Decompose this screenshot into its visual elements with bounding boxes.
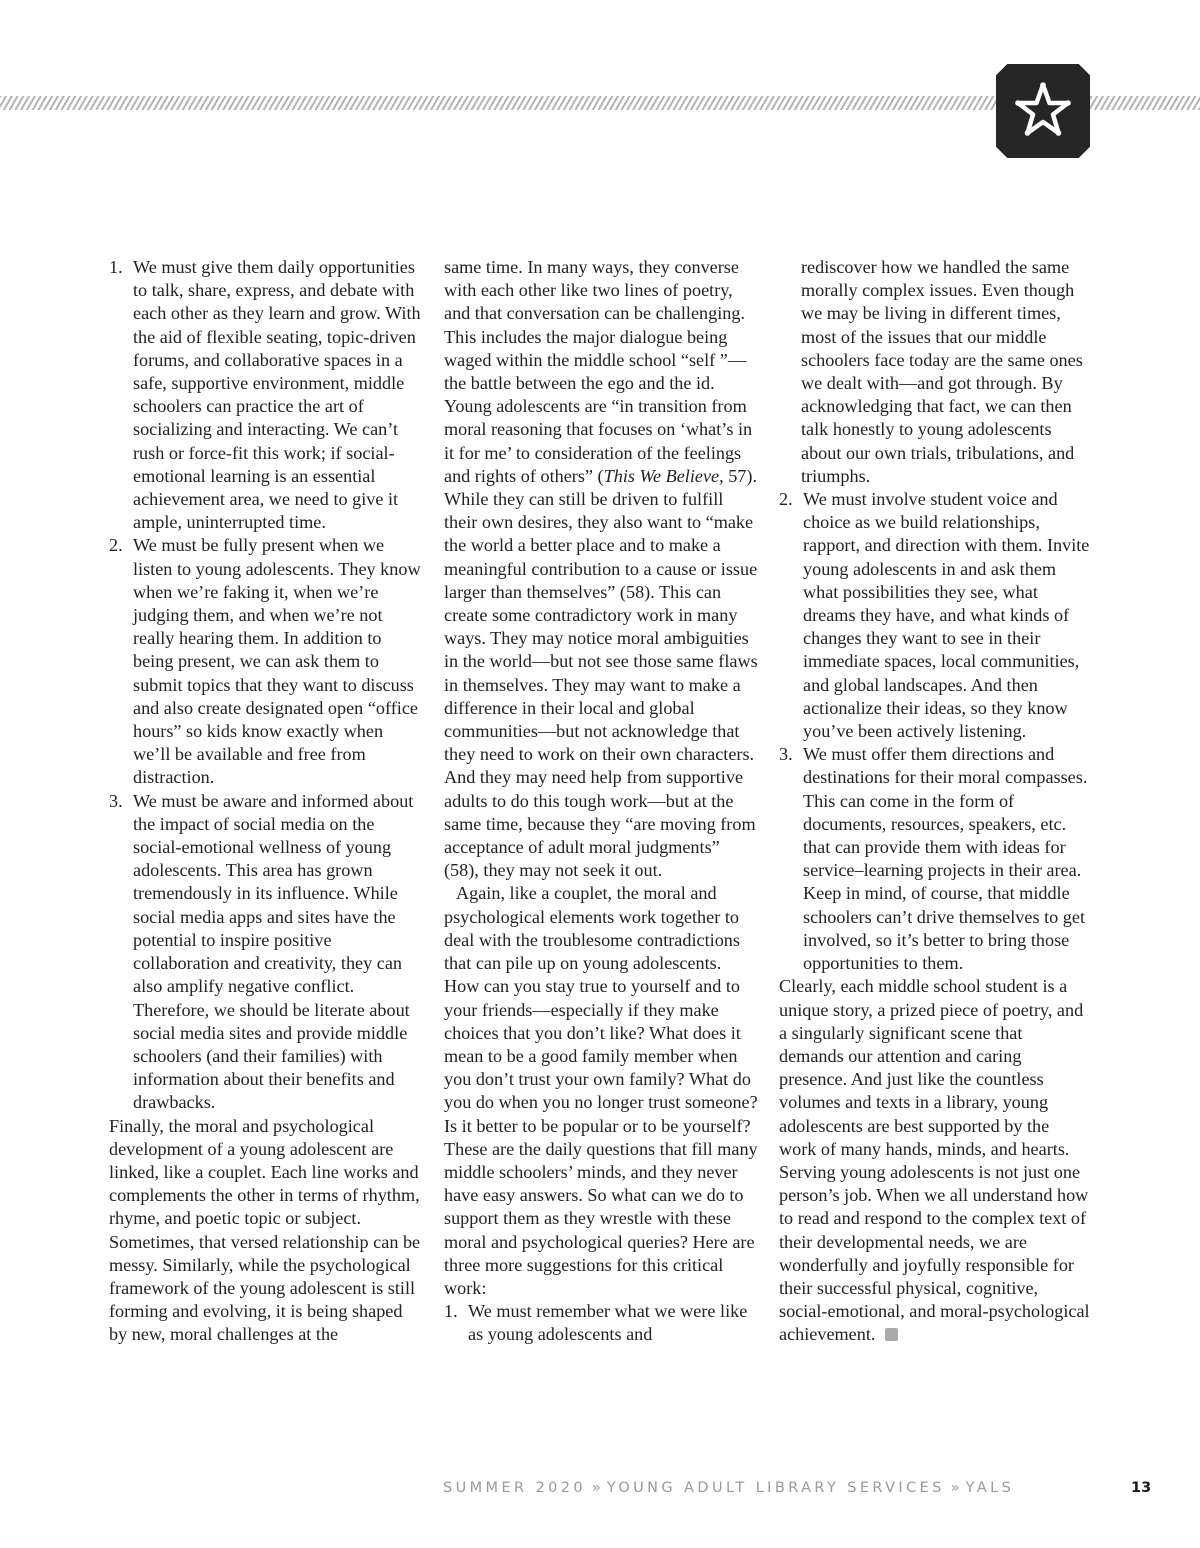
paragraph: same time. In many ways, they converse with each other like two lines of poetry, and that conversation can be challenging. This includes the major dialogue being waged within the middle school “self ”—the battle between the ego and the id. Young adolescents are “in transition from moral reasoning that focuses on ‘what’s in it for me’ to consideration of the feelings and rights of others” (This We Believe, 57). While they can still be driven to fulfill their own desires, they also want to “make the world a better place and to make a meaningful contribution to a cause or issue larger than themselves” (58). This can create some contradictory work in many ways. They may notice moral ambiguities in the world—but not see those same flaws in themselves. They may want to make a difference in their local and global communities—but not acknowledge that they need to work on their own characters. And they may need help from supportive adults to do this tough work—but at the same time, because they “are moving from acceptance of adult moral judgments” (58), they may not seek it out.: [444, 257, 758, 881]
running-footer: [443, 1480, 1014, 1496]
list-item: 3. We must offer them directions and destinations for their moral compasses. This can come in the form of documents, resources, speakers, etc. that can provide them with ideas for service–learning projects in their area. Keep in mind, of course, that middle schoolers can’t drive themselves to get involved, so it’s better to bring those opportunities to them.: [779, 744, 1088, 974]
star-badge: [996, 64, 1090, 158]
citation-title: This We Believe: [603, 465, 720, 486]
list-item-text: We must be aware and informed about the impact of social media on the social-emotional wellness of young adolescents. This area has grown tremendously in its influence. While social media apps and sites have the potential to inspire positive collaboration and creativity, they can also amplify negative conflict. Therefore, we should be literate about social media sites and provide middle schoolers (and their families) with information about their benefits and drawbacks.: [133, 790, 414, 1113]
list-item-text: We must offer them directions and destinations for their moral compasses. This can come in the form of documents, resources, speakers, etc. that can provide them with ideas for service–learning projects in their area. Keep in mind, of course, that middle schoolers can’t drive themselves to get involved, so it’s better to bring those opportunities to them.: [803, 744, 1088, 974]
column-3: [779, 256, 1091, 1347]
end-mark-icon: [885, 1328, 898, 1341]
star-icon: [1011, 79, 1075, 143]
footer-separator: »: [950, 1480, 960, 1496]
page-number: 13: [1131, 1480, 1152, 1496]
footer-publication: YOUNG ADULT LIBRARY SERVICES: [606, 1480, 945, 1496]
list-item: 1. We must give them daily opportunities to talk, share, express, and debate with each other as they learn and grow. With the aid of flexible seating, topic-driven forums, and collaborative spaces in a safe, supportive environment, middle schoolers can practice the art of socializing and interacting. We can’t rush or force-fit this work; if social-emotional learning is an essential achievement area, we need to give it ample, uninterrupted time.: [109, 257, 421, 533]
list-item: 2. We must involve student voice and choice as we build relationships, rapport, and direction with them. Invite young adolescents in and ask them what possibilities they see, what dreams they have, and what kinds of changes they want to see in their immediate spaces, local communities, and global landscapes. And then actionalize their ideas, so they know you’ve been actively listening.: [779, 489, 1090, 742]
list-item: 2. We must be fully present when we listen to young adolescents. They know when we’re faking it, when we’re judging them, and when we’re not really hearing them. In addition to being present, we can ask them to submit topics that they want to discuss and also create designated open “office hours” so kids know exactly when we’ll be available and free from distraction.: [109, 535, 421, 788]
footer-separator: »: [592, 1480, 601, 1496]
numbered-list: [109, 256, 421, 1115]
column-1: [109, 256, 421, 1347]
column-2: [444, 256, 758, 1347]
paragraph: Finally, the moral and psychological development of a young adolescent are linked, like a couplet. Each line works and complements the other in terms of rhythm, rhyme, and poetic topic or subject. Sometimes, that versed relationship can be messy. Similarly, while the psychological framework of the young adolescent is still forming and evolving, it is being shaped by new, moral challenges at the: [109, 1115, 421, 1345]
list-item: 3. We must be aware and informed about the impact of social media on the social-emotional wellness of young adolescents. This area has grown tremendously in its influence. While social media apps and sites have the potential to inspire positive collaboration and creativity, they can also amplify negative conflict. Therefore, we should be literate about social media sites and provide middle schoolers (and their families) with information about their benefits and drawbacks.: [109, 790, 414, 1113]
list-item-continuation: rediscover how we handled the same morally complex issues. Even though we may be living in different times, most of the issues that our middle schoolers face today are the same ones we dealt with—and got through. By acknowledging that fact, we can then talk honestly to young adolescents about our own trials, tribulations, and triumphs.: [801, 257, 1083, 486]
footer-issue: SUMMER 2020: [443, 1480, 586, 1496]
paragraph: Clearly, each middle school student is a unique story, a prized piece of poetry, and a singularly significant scene that demands our attention and caring presence. And just like the countless volumes and texts in a library, young adolescents are best supported by the work of many hands, minds, and hearts. Serving young adolescents is not just one person’s job. When we all understand how to read and respond to the complex text of their developmental needs, we are wonderfully and joyfully responsible for their successful physical, cognitive, social-emotional, and moral-psychological achievement.: [779, 976, 1090, 1345]
list-item: 1. We must remember what we were like as young adolescents and: [444, 1301, 748, 1345]
list-item-text: We must give them daily opportunities to talk, share, express, and debate with each other as they learn and grow. With the aid of flexible seating, topic-driven forums, and collaborative spaces in a safe, supportive environment, middle schoolers can practice the art of socializing and interacting. We can’t rush or force-fit this work; if social-emotional learning is an essential achievement area, we need to give it ample, uninterrupted time.: [133, 257, 421, 533]
numbered-list: [444, 1300, 758, 1346]
paragraph: Again, like a couplet, the moral and psychological elements work together to deal with the troublesome contradictions that can pile up on young adolescents. How can you stay true to yourself and to your friends—especially if they make choices that you don’t like? What does it mean to be a good family member when you don’t trust your own family? What do you do when you no longer trust someone? Is it better to be popular or to be yourself? These are the daily questions that fill many middle schoolers’ minds, and they never have easy answers. So what can we do to support them as they wrestle with these moral and psychological queries? Here are three more suggestions for this critical work:: [444, 883, 758, 1298]
numbered-list: [779, 488, 1091, 975]
list-item-text: We must involve student voice and choice as we build relationships, rapport, and direction with them. Invite young adolescents in and ask them what possibilities they see, what dreams they have, and what kinds of changes they want to see in their immediate spaces, local communities, and global landscapes. And then actionalize their ideas, so they know you’ve been actively listening.: [803, 489, 1090, 742]
list-item-text: We must remember what we were like as young adolescents and: [468, 1301, 748, 1345]
footer-abbr: YALS: [965, 1480, 1015, 1496]
list-item-text: We must be fully present when we listen to young adolescents. They know when we’re faking it, when we’re judging them, and when we’re not really hearing them. In addition to being present, we can ask them to submit topics that they want to discuss and also create designated open “office hours” so kids know exactly when we’ll be available and free from distraction.: [133, 535, 421, 788]
